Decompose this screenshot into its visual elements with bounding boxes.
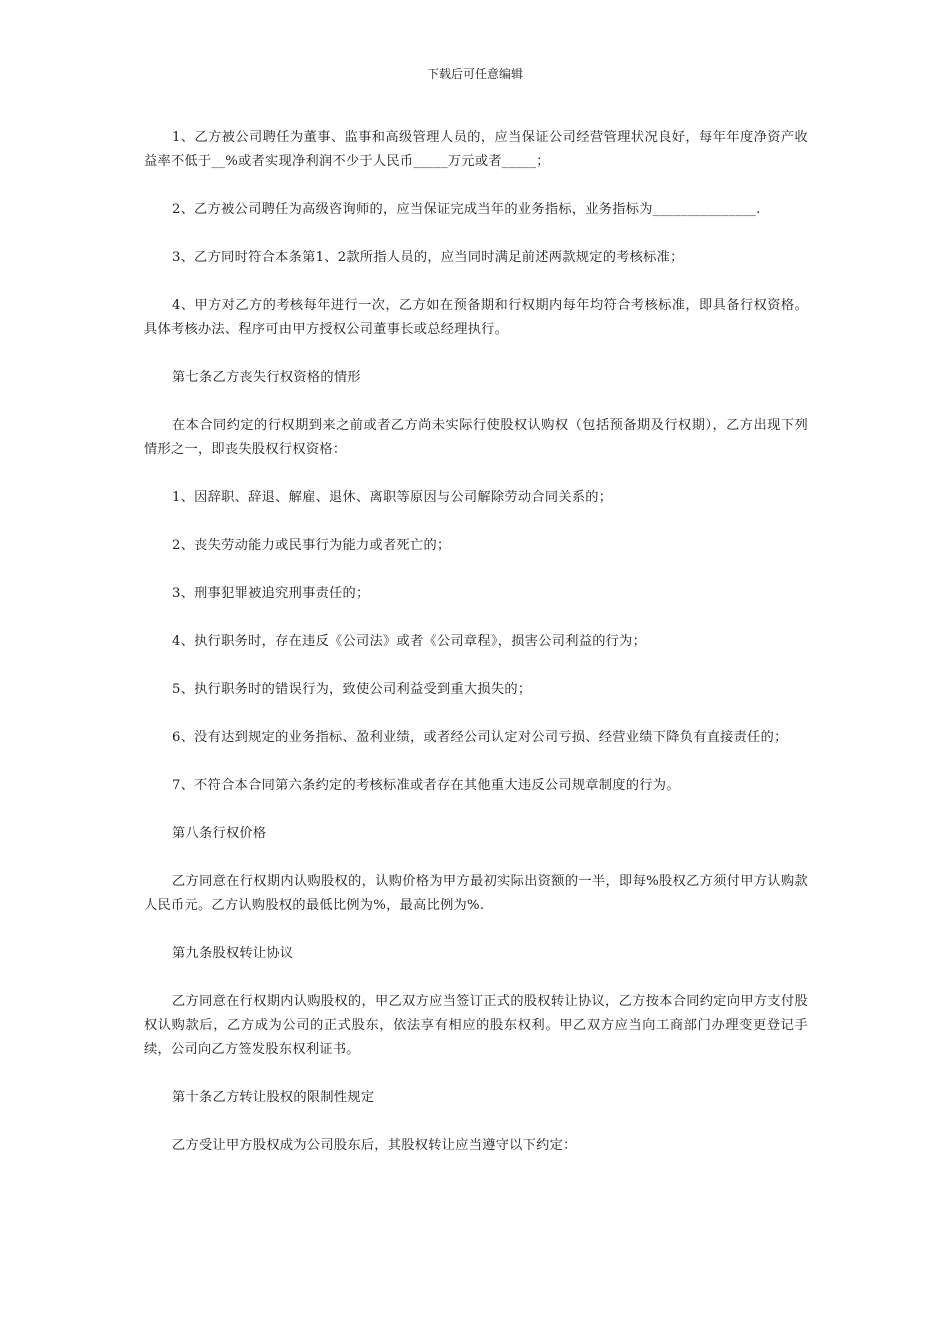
paragraph-clause7-item1: 1、因辞职、辞退、解雇、退休、离职等原因与公司解除劳动合同关系的； <box>172 490 613 505</box>
paragraph-clause9-body: 乙方同意在行权期内认购股权的，甲乙双方应当签订正式的股权转让协议，乙方按本合同约定向甲方支付股权认购款后，乙方成为公司的正式股东，依法享有相应的股东权利。甲乙双方应当向工商部门办理变更登记手续，公司向乙方签发股东权利证书。 <box>144 994 808 1057</box>
paragraph-clause6-item4: 4、甲方对乙方的考核每年进行一次，乙方如在预备期和行权期内每年均符合考核标准，即具备行权资格。具体考核办法、程序可由甲方授权公司董事长或总经理执行。 <box>144 298 808 337</box>
paragraph-clause7-item3: 3、刑事犯罪被追究刑事责任的； <box>172 586 370 601</box>
paragraph-clause7-item7: 7、不符合本合同第六条约定的考核标准或者存在其他重大违反公司规章制度的行为。 <box>172 778 680 793</box>
paragraph-clause7-item5: 5、执行职务时的错误行为，致使公司利益受到重大损失的； <box>172 682 532 697</box>
document-body <box>144 126 808 1158</box>
paragraph-clause6-item1: 1、乙方被公司聘任为董事、监事和高级管理人员的，应当保证公司经营管理状况良好，每年年度净资产收益率不低于__%或者实现净利润不少于人民币_____万元或者_____； <box>144 130 808 169</box>
heading-clause7: 第七条乙方丧失行权资格的情形 <box>172 370 361 385</box>
paragraph-clause6-item2: 2、乙方被公司聘任为高级咨询师的，应当保证完成当年的业务指标，业务指标为_______________. <box>172 202 761 217</box>
heading-clause10: 第十条乙方转让股权的限制性规定 <box>172 1090 375 1105</box>
paragraph-clause10-intro: 乙方受让甲方股权成为公司股东后，其股权转让应当遵守以下约定： <box>172 1138 577 1153</box>
paragraph-clause7-item6: 6、没有达到规定的业务指标、盈利业绩，或者经公司认定对公司亏损、经营业绩下降负有直接责任的； <box>172 730 788 745</box>
page-header: 下载后可任意编辑 <box>426 67 523 81</box>
heading-clause9: 第九条股权转让协议 <box>172 946 294 961</box>
paragraph-clause7-item4: 4、执行职务时，存在违反《公司法》或者《公司章程》，损害公司利益的行为； <box>172 634 647 649</box>
heading-clause8: 第八条行权价格 <box>172 826 267 841</box>
paragraph-clause6-item3: 3、乙方同时符合本条第1、2款所指人员的，应当同时满足前述两款规定的考核标准； <box>172 250 684 265</box>
paragraph-clause7-intro: 在本合同约定的行权期到来之前或者乙方尚未实际行使股权认购权（包括预备期及行权期），乙方出现下列情形之一，即丧失股权行权资格： <box>144 418 808 457</box>
paragraph-clause8-body: 乙方同意在行权期内认购股权的，认购价格为甲方最初实际出资额的一半，即每%股权乙方须付甲方认购款人民币元。乙方认购股权的最低比例为%，最高比例为%. <box>144 874 808 913</box>
paragraph-clause7-item2: 2、丧失劳动能力或民事行为能力或者死亡的； <box>172 538 451 553</box>
